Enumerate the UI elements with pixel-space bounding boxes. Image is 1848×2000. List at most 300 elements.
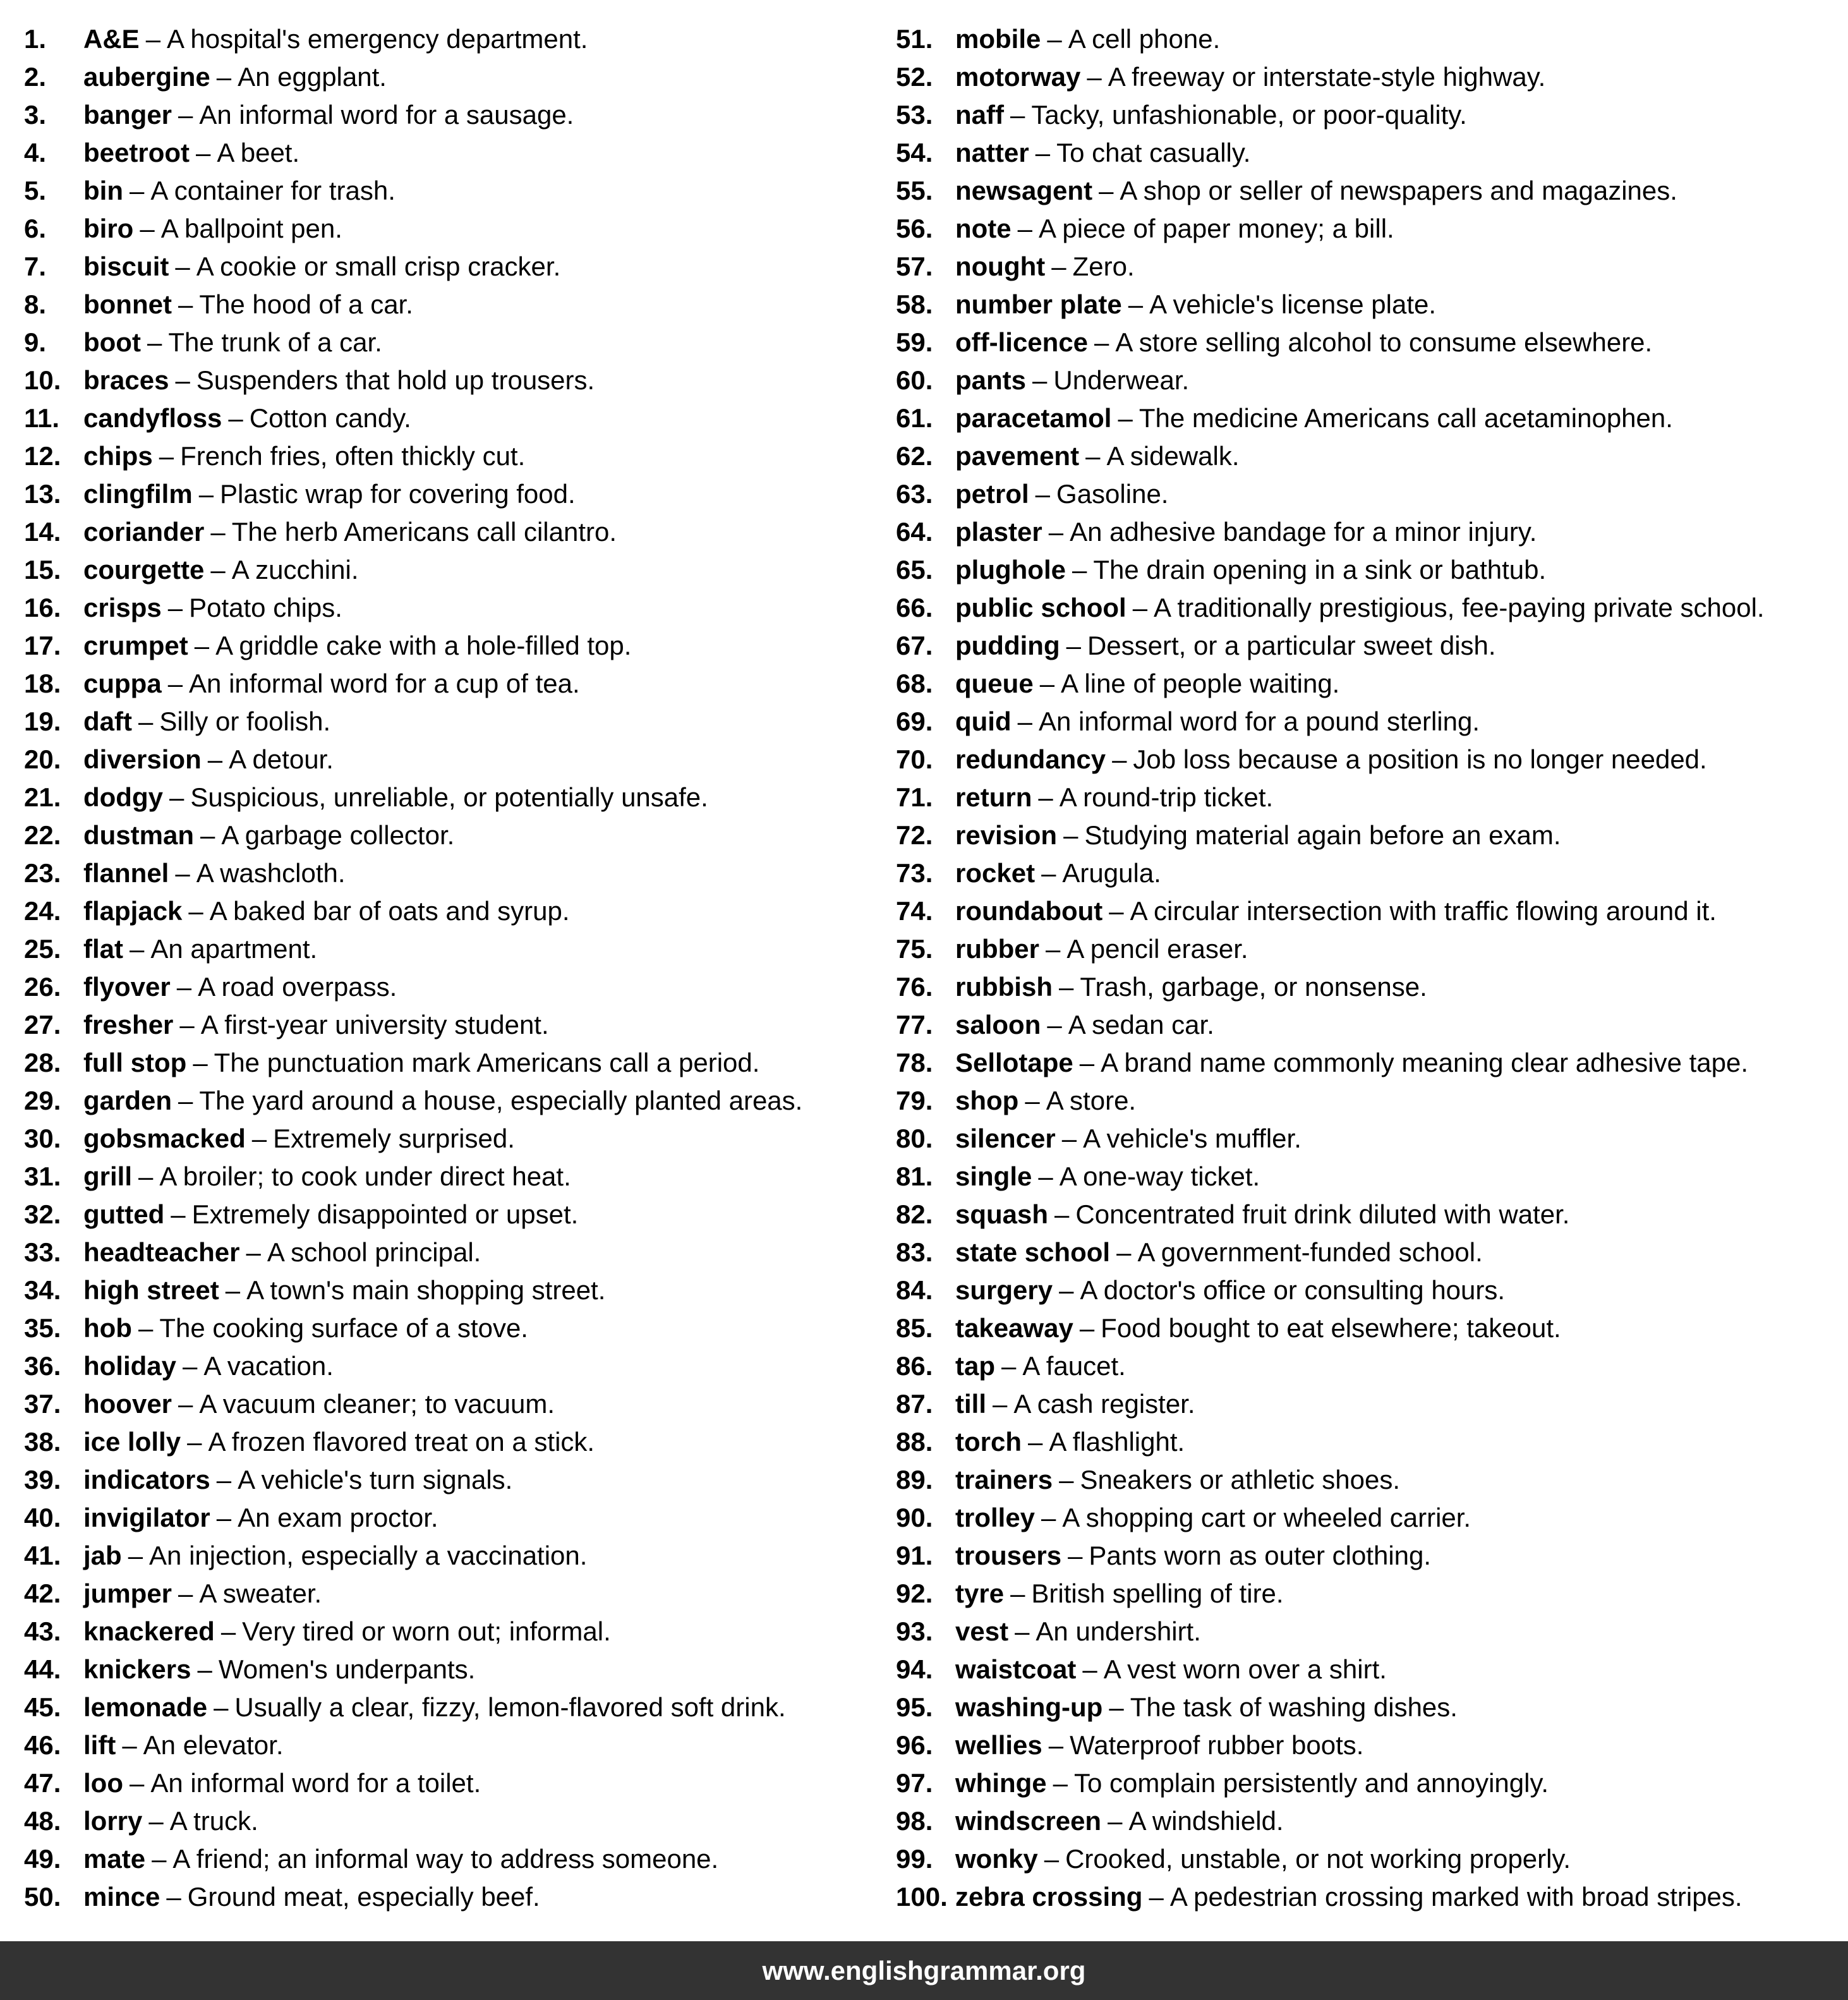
glossary-entry: [24, 854, 890, 892]
entry-term: high street: [83, 1275, 219, 1305]
entry-dash: –: [183, 1351, 198, 1381]
glossary-entry: [24, 1688, 890, 1726]
glossary-entry: [896, 1082, 1837, 1120]
entry-definition: A sedan car.: [1068, 1010, 1214, 1039]
entry-term: chips: [83, 441, 153, 471]
entry-definition: A line of people waiting.: [1061, 669, 1340, 698]
entry-dash: –: [129, 176, 145, 205]
entry-number: 53.: [896, 100, 933, 130]
glossary-entry: [24, 741, 890, 779]
entry-definition: A vacuum cleaner; to vacuum.: [199, 1389, 555, 1419]
entry-definition: A pedestrian crossing marked with broad stripes.: [1169, 1882, 1742, 1912]
entry-term: return: [955, 782, 1032, 812]
glossary-entry: [896, 1726, 1837, 1764]
entry-term: bonnet: [83, 289, 172, 319]
entry-dash: –: [138, 1161, 154, 1191]
entry-term: roundabout: [955, 896, 1103, 926]
entry-number: 73.: [896, 858, 933, 888]
entry-number: 10.: [24, 365, 61, 395]
entry-number: 9.: [24, 327, 47, 357]
entry-definition: A town's main shopping street.: [246, 1275, 606, 1305]
entry-definition: The herb Americans call cilantro.: [231, 517, 617, 547]
entry-term: waistcoat: [955, 1654, 1077, 1684]
entry-term: flapjack: [83, 896, 183, 926]
entry-term: jab: [83, 1541, 122, 1570]
entry-definition: A zucchini.: [231, 555, 359, 585]
entry-number: 80.: [896, 1124, 933, 1153]
entry-definition: To chat casually.: [1056, 138, 1251, 167]
entry-dash: –: [175, 252, 190, 281]
entry-definition: A windshield.: [1128, 1806, 1284, 1836]
entry-number: 100.: [896, 1882, 948, 1912]
entry-term: natter: [955, 138, 1029, 167]
entry-definition: Dessert, or a particular sweet dish.: [1087, 631, 1496, 660]
entry-dash: –: [1082, 1654, 1097, 1684]
entry-number: 59.: [896, 327, 933, 357]
entry-number: 88.: [896, 1427, 933, 1457]
entry-dash: –: [1059, 1465, 1074, 1494]
entry-definition: The medicine Americans call acetaminophen.: [1138, 403, 1673, 433]
entry-number: 71.: [896, 782, 933, 812]
entry-term: pudding: [955, 631, 1060, 660]
entry-dash: –: [1046, 934, 1061, 964]
entry-term: boot: [83, 327, 141, 357]
entry-dash: –: [1059, 972, 1074, 1002]
entry-dash: –: [251, 1124, 267, 1153]
glossary-entry: [24, 437, 890, 475]
glossary-entry: [24, 1309, 890, 1347]
entry-dash: –: [140, 214, 155, 243]
entry-number: 36.: [24, 1351, 61, 1381]
entry-number: 58.: [896, 289, 933, 319]
glossary-entry: [24, 134, 890, 172]
glossary-entry: [896, 1461, 1837, 1499]
entry-dash: –: [1035, 138, 1051, 167]
entry-term: jumper: [83, 1579, 172, 1608]
entry-dash: –: [993, 1389, 1008, 1419]
entry-dash: –: [1072, 555, 1087, 585]
glossary-entry: [24, 627, 890, 665]
entry-term: naff: [955, 100, 1004, 130]
entry-number: 14.: [24, 517, 61, 547]
entry-term: mate: [83, 1844, 146, 1874]
entry-dash: –: [1028, 1427, 1043, 1457]
entry-definition: A vest worn over a shirt.: [1103, 1654, 1387, 1684]
glossary-entry: [896, 58, 1837, 96]
entry-definition: A circular intersection with traffic flowing around it.: [1130, 896, 1717, 926]
glossary-entry: [896, 1347, 1837, 1385]
entry-term: indicators: [83, 1465, 210, 1494]
entry-definition: Cotton candy.: [249, 403, 411, 433]
entry-dash: –: [171, 1199, 186, 1229]
glossary-entry: [896, 1499, 1837, 1537]
entry-dash: –: [1038, 1161, 1053, 1191]
entry-dash: –: [210, 517, 226, 547]
entry-definition: The task of washing dishes.: [1130, 1692, 1458, 1722]
glossary-entry: [896, 361, 1837, 399]
entry-definition: A container for trash.: [150, 176, 396, 205]
entry-number: 52.: [896, 62, 933, 92]
entry-term: holiday: [83, 1351, 177, 1381]
entry-number: 35.: [24, 1313, 61, 1343]
glossary-entry: [24, 58, 890, 96]
glossary-entry: [24, 1233, 890, 1271]
entry-dash: –: [1032, 365, 1048, 395]
entry-number: 85.: [896, 1313, 933, 1343]
entry-number: 23.: [24, 858, 61, 888]
glossary-entry: [24, 1840, 890, 1878]
entry-number: 18.: [24, 669, 61, 698]
entry-number: 86.: [896, 1351, 933, 1381]
entry-number: 61.: [896, 403, 933, 433]
entry-dash: –: [1047, 24, 1062, 54]
entry-term: plaster: [955, 517, 1042, 547]
entry-number: 7.: [24, 252, 47, 281]
entry-number: 93.: [896, 1616, 933, 1646]
entry-dash: –: [128, 1541, 143, 1570]
footer-bar: [0, 1941, 1848, 2000]
entry-number: 16.: [24, 593, 61, 622]
glossary-entry: [896, 475, 1837, 513]
entry-definition: A vacation.: [203, 1351, 334, 1381]
entry-definition: An injection, especially a vaccination.: [149, 1541, 588, 1570]
entry-number: 46.: [24, 1730, 61, 1760]
entry-term: trousers: [955, 1541, 1062, 1570]
entry-dash: –: [246, 1237, 261, 1267]
entry-dash: –: [147, 327, 162, 357]
entry-dash: –: [167, 593, 183, 622]
entry-term: crumpet: [83, 631, 188, 660]
entry-dash: –: [176, 972, 192, 1002]
entry-term: wonky: [955, 1844, 1038, 1874]
entry-term: flannel: [83, 858, 169, 888]
entry-dash: –: [197, 1654, 212, 1684]
entry-definition: Gasoline.: [1056, 479, 1169, 509]
entry-dash: –: [1010, 1579, 1025, 1608]
entry-definition: Extremely disappointed or upset.: [191, 1199, 579, 1229]
entry-term: newsagent: [955, 176, 1093, 205]
entry-term: grill: [83, 1161, 133, 1191]
glossary-entry: [896, 324, 1837, 361]
entry-term: knackered: [83, 1616, 215, 1646]
entry-number: 54.: [896, 138, 933, 167]
entry-number: 13.: [24, 479, 61, 509]
entry-number: 66.: [896, 593, 933, 622]
glossary-entry: [896, 1651, 1837, 1688]
entry-dash: –: [1066, 631, 1081, 660]
entry-dash: –: [1053, 1768, 1068, 1798]
entry-number: 91.: [896, 1541, 933, 1570]
entry-definition: An undershirt.: [1036, 1616, 1201, 1646]
entry-number: 60.: [896, 365, 933, 395]
entry-definition: A baked bar of oats and syrup.: [209, 896, 570, 926]
entry-number: 28.: [24, 1048, 61, 1077]
entry-term: petrol: [955, 479, 1029, 509]
entry-number: 11.: [24, 403, 60, 433]
entry-dash: –: [1059, 1275, 1074, 1305]
entry-term: ice lolly: [83, 1427, 181, 1457]
entry-dash: –: [138, 1313, 154, 1343]
entry-dash: –: [1001, 1351, 1017, 1381]
entry-dash: –: [1048, 1730, 1064, 1760]
entry-definition: A flashlight.: [1049, 1427, 1185, 1457]
entry-dash: –: [1079, 1048, 1095, 1077]
entry-number: 24.: [24, 896, 61, 926]
entry-term: full stop: [83, 1048, 187, 1077]
entry-number: 76.: [896, 972, 933, 1002]
entry-term: rubber: [955, 934, 1040, 964]
entry-term: hoover: [83, 1389, 172, 1419]
entry-definition: A government-funded school.: [1137, 1237, 1483, 1267]
entry-dash: –: [179, 1010, 195, 1039]
entry-term: dodgy: [83, 782, 163, 812]
glossary-entry: [896, 1158, 1837, 1196]
entry-number: 57.: [896, 252, 933, 281]
entry-number: 92.: [896, 1579, 933, 1608]
glossary-entry: [896, 1537, 1837, 1575]
entry-dash: –: [188, 896, 203, 926]
glossary-entry: [896, 1233, 1837, 1271]
entry-definition: The trunk of a car.: [168, 327, 382, 357]
entry-dash: –: [1041, 1503, 1056, 1532]
entry-definition: A first-year university student.: [200, 1010, 549, 1039]
entry-definition: A washcloth.: [196, 858, 346, 888]
entry-number: 83.: [896, 1237, 933, 1267]
entry-dash: –: [1118, 403, 1133, 433]
entry-definition: Tacky, unfashionable, or poor-quality.: [1031, 100, 1467, 130]
glossary-entry: [896, 1423, 1837, 1461]
entry-term: public school: [955, 593, 1126, 622]
entry-dash: –: [169, 782, 184, 812]
entry-definition: Concentrated fruit drink diluted with water.: [1075, 1199, 1570, 1229]
entry-term: gobsmacked: [83, 1124, 246, 1153]
entry-term: paracetamol: [955, 403, 1112, 433]
entry-term: till: [955, 1389, 986, 1419]
entry-dash: –: [1087, 62, 1102, 92]
glossary-entry: [896, 248, 1837, 286]
glossary-entry: [24, 1499, 890, 1537]
entry-definition: A piece of paper money; a bill.: [1039, 214, 1394, 243]
entry-number: 32.: [24, 1199, 61, 1229]
entry-term: pants: [955, 365, 1027, 395]
entry-dash: –: [194, 631, 210, 660]
entry-definition: A vehicle's license plate.: [1149, 289, 1437, 319]
entry-definition: The drain opening in a sink or bathtub.: [1093, 555, 1547, 585]
entry-dash: –: [175, 365, 190, 395]
entry-definition: Silly or foolish.: [159, 706, 331, 736]
entry-definition: A ballpoint pen.: [160, 214, 342, 243]
entry-dash: –: [178, 1086, 193, 1115]
entry-term: diversion: [83, 744, 202, 774]
glossary-entry: [896, 210, 1837, 248]
glossary-entry: [896, 892, 1837, 930]
entry-number: 62.: [896, 441, 933, 471]
entry-term: headteacher: [83, 1237, 240, 1267]
entry-term: nought: [955, 252, 1046, 281]
glossary-entry: [24, 816, 890, 854]
entry-number: 89.: [896, 1465, 933, 1494]
entry-definition: An adhesive bandage for a minor injury.: [1070, 517, 1537, 547]
glossary-entry: [24, 1120, 890, 1158]
entry-definition: A garbage collector.: [221, 820, 455, 850]
entry-definition: Extremely surprised.: [273, 1124, 515, 1153]
glossary-entry: [896, 589, 1837, 627]
glossary-entry: [24, 1726, 890, 1764]
glossary-entry: [896, 1802, 1837, 1840]
entry-definition: A cookie or small crisp cracker.: [196, 252, 561, 281]
glossary-entry: [896, 96, 1837, 134]
glossary-entry: [24, 551, 890, 589]
glossary-entry: [896, 1764, 1837, 1802]
entry-term: wellies: [955, 1730, 1042, 1760]
entry-definition: A shop or seller of newspapers and magazines.: [1120, 176, 1677, 205]
glossary-entry: [896, 665, 1837, 703]
entry-term: state school: [955, 1237, 1111, 1267]
entry-definition: A one-way ticket.: [1059, 1161, 1260, 1191]
entry-term: crisps: [83, 593, 162, 622]
entry-definition: Women's underpants.: [218, 1654, 476, 1684]
glossary-entry: [896, 172, 1837, 210]
glossary-entry: [896, 20, 1837, 58]
entry-definition: Usually a clear, fizzy, lemon-flavored soft drink.: [234, 1692, 786, 1722]
entry-number: 45.: [24, 1692, 61, 1722]
entry-term: fresher: [83, 1010, 174, 1039]
glossary-entry: [24, 210, 890, 248]
glossary-entry: [896, 1613, 1837, 1651]
entry-term: mince: [83, 1882, 160, 1912]
entry-number: 22.: [24, 820, 61, 850]
entry-dash: –: [178, 289, 193, 319]
entry-definition: A sweater.: [199, 1579, 322, 1608]
entry-dash: –: [178, 100, 193, 130]
glossary-entry: [24, 324, 890, 361]
glossary-entry: [24, 968, 890, 1006]
entry-term: whinge: [955, 1768, 1047, 1798]
entry-dash: –: [138, 706, 154, 736]
glossary-column-left: [24, 20, 890, 1916]
entry-dash: –: [1038, 782, 1053, 812]
entry-definition: The yard around a house, especially planted areas.: [199, 1086, 803, 1115]
entry-definition: A shopping cart or wheeled carrier.: [1062, 1503, 1471, 1532]
entry-number: 90.: [896, 1503, 933, 1532]
glossary-entry: [896, 968, 1837, 1006]
entry-term: beetroot: [83, 138, 190, 167]
glossary-column-right: [896, 20, 1837, 1916]
entry-term: number plate: [955, 289, 1122, 319]
entry-dash: –: [148, 1806, 164, 1836]
entry-term: daft: [83, 706, 132, 736]
entry-number: 68.: [896, 669, 933, 698]
entry-number: 84.: [896, 1275, 933, 1305]
entry-term: dustman: [83, 820, 195, 850]
entry-term: rocket: [955, 858, 1036, 888]
entry-number: 6.: [24, 214, 47, 243]
entry-definition: A beet.: [217, 138, 300, 167]
entry-term: candyfloss: [83, 403, 222, 433]
entry-dash: –: [1035, 479, 1051, 509]
entry-definition: An informal word for a sausage.: [199, 100, 574, 130]
entry-definition: Food bought to eat elsewhere; takeout.: [1101, 1313, 1561, 1343]
entry-definition: A frozen flavored treat on a stick.: [208, 1427, 595, 1457]
glossary-entry: [896, 627, 1837, 665]
entry-definition: A griddle cake with a hole-filled top.: [215, 631, 632, 660]
entry-dash: –: [1132, 593, 1148, 622]
entry-term: off-licence: [955, 327, 1089, 357]
entry-dash: –: [152, 1844, 167, 1874]
entry-definition: An eggplant.: [238, 62, 387, 92]
glossary-entry: [24, 1006, 890, 1044]
glossary-entry: [896, 1385, 1837, 1423]
entry-number: 99.: [896, 1844, 933, 1874]
entry-term: biscuit: [83, 252, 169, 281]
entry-number: 51.: [896, 24, 933, 54]
entry-definition: A sidewalk.: [1106, 441, 1240, 471]
glossary-entry: [24, 589, 890, 627]
entry-dash: –: [216, 1503, 232, 1532]
entry-term: lemonade: [83, 1692, 208, 1722]
entry-dash: –: [1149, 1882, 1164, 1912]
entry-term: flat: [83, 934, 123, 964]
entry-number: 44.: [24, 1654, 61, 1684]
entry-definition: A broiler; to cook under direct heat.: [159, 1161, 571, 1191]
entry-definition: A road overpass.: [198, 972, 397, 1002]
entry-dash: –: [166, 1882, 181, 1912]
glossary-entry: [896, 741, 1837, 779]
entry-definition: Arugula.: [1062, 858, 1161, 888]
entry-number: 64.: [896, 517, 933, 547]
entry-definition: A traditionally prestigious, fee-paying private school.: [1154, 593, 1765, 622]
glossary-entry: [896, 1840, 1837, 1878]
entry-dash: –: [1068, 1541, 1083, 1570]
entry-definition: An informal word for a cup of tea.: [189, 669, 580, 698]
glossary-entry: [24, 1347, 890, 1385]
entry-number: 39.: [24, 1465, 61, 1494]
entry-definition: Waterproof rubber boots.: [1070, 1730, 1364, 1760]
entry-term: trainers: [955, 1465, 1053, 1494]
entry-dash: –: [130, 934, 145, 964]
entry-number: 5.: [24, 176, 47, 205]
glossary-entry: [24, 286, 890, 324]
entry-number: 75.: [896, 934, 933, 964]
entry-number: 78.: [896, 1048, 933, 1077]
glossary-entry: [24, 96, 890, 134]
glossary-entry: [24, 703, 890, 741]
entry-number: 19.: [24, 706, 61, 736]
entry-definition: A brand name commonly meaning clear adhesive tape.: [1101, 1048, 1749, 1077]
glossary-entry: [896, 513, 1837, 551]
glossary-entry: [24, 475, 890, 513]
entry-dash: –: [216, 1465, 232, 1494]
entry-number: 67.: [896, 631, 933, 660]
glossary-entry: [24, 1613, 890, 1651]
entry-dash: –: [198, 479, 214, 509]
glossary-entry: [24, 1575, 890, 1613]
entry-definition: Sneakers or athletic shoes.: [1080, 1465, 1401, 1494]
entry-dash: –: [228, 403, 243, 433]
footer-url[interactable]: www.englishgrammar.org: [762, 1955, 1086, 1985]
glossary-entry: [24, 1878, 890, 1916]
entry-term: surgery: [955, 1275, 1053, 1305]
entry-number: 65.: [896, 555, 933, 585]
entry-term: motorway: [955, 62, 1081, 92]
entry-term: coriander: [83, 517, 205, 547]
entry-number: 15.: [24, 555, 61, 585]
entry-definition: British spelling of tire.: [1031, 1579, 1284, 1608]
entry-term: aubergine: [83, 62, 210, 92]
glossary-entry: [896, 1271, 1837, 1309]
entry-definition: Underwear.: [1053, 365, 1190, 395]
entry-dash: –: [159, 441, 174, 471]
